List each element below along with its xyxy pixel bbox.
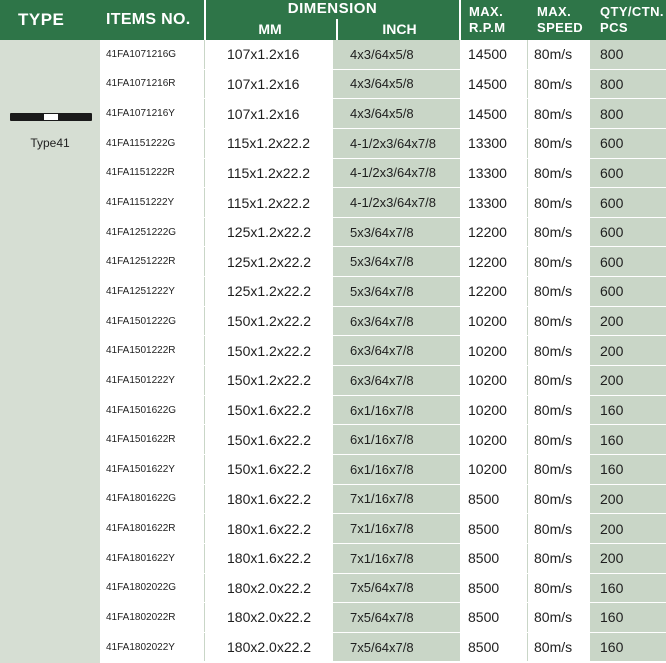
flat-cutting-disc-icon: [10, 113, 92, 121]
cell-max-rpm: 10200: [459, 366, 527, 395]
header-dimension-label: DIMENSION: [287, 0, 378, 17]
cell-max-speed: 80m/s: [527, 396, 590, 425]
cell-inch: 4x3/64x5/8: [333, 40, 459, 69]
table-row: [100, 247, 666, 277]
header-qty-line2: PCS: [600, 20, 628, 35]
table-row: [100, 455, 666, 485]
table-row: [100, 425, 666, 455]
cell-qty: 200: [590, 514, 666, 543]
table-body: [100, 40, 666, 662]
header-max-speed: [529, 0, 592, 40]
cell-mm: 107x1.2x16: [204, 40, 333, 69]
cell-mm: 180x1.6x22.2: [204, 544, 333, 573]
table-row: [100, 574, 666, 604]
cell-inch: 6x1/16x7/8: [333, 425, 459, 454]
cell-item-no: 41FA1501622G: [100, 396, 204, 425]
cell-qty: 200: [590, 544, 666, 573]
cell-inch: 6x3/64x7/8: [333, 336, 459, 365]
cell-max-speed: 80m/s: [527, 336, 590, 365]
cell-item-no: 41FA1801622R: [100, 514, 204, 543]
header-inch-label: INCH: [336, 19, 461, 40]
cell-item-no: 41FA1151222Y: [100, 188, 204, 217]
cell-mm: 180x2.0x22.2: [204, 574, 333, 603]
table-row: [100, 336, 666, 366]
disc-hub-icon: [44, 114, 58, 120]
table-row: [100, 188, 666, 218]
cell-qty: 160: [590, 603, 666, 632]
cell-inch: 7x5/64x7/8: [333, 603, 459, 632]
cell-qty: 160: [590, 425, 666, 454]
table-row: [100, 544, 666, 574]
cell-max-rpm: 8500: [459, 633, 527, 662]
table-row: [100, 485, 666, 515]
header-type: [0, 0, 100, 40]
cell-mm: 150x1.2x22.2: [204, 366, 333, 395]
header-dimension: [204, 0, 461, 40]
cell-qty: 200: [590, 336, 666, 365]
cell-inch: 7x5/64x7/8: [333, 574, 459, 603]
cell-inch: 4x3/64x5/8: [333, 99, 459, 128]
table-row: [100, 633, 666, 663]
header-max-speed-line2: SPEED: [537, 20, 584, 35]
table-row: [100, 129, 666, 159]
cell-qty: 160: [590, 574, 666, 603]
cell-inch: 4x3/64x5/8: [333, 70, 459, 99]
cell-max-rpm: 13300: [459, 159, 527, 188]
cell-max-rpm: 8500: [459, 485, 527, 514]
header-qty-per-carton: [592, 0, 666, 40]
type-column: [0, 40, 100, 663]
cell-mm: 107x1.2x16: [204, 99, 333, 128]
cell-item-no: 41FA1251222R: [100, 247, 204, 276]
cell-max-rpm: 12200: [459, 218, 527, 247]
header-max-rpm-line2: R.P.M: [469, 20, 506, 35]
cell-max-speed: 80m/s: [527, 159, 590, 188]
cell-max-rpm: 10200: [459, 307, 527, 336]
cell-inch: 6x3/64x7/8: [333, 307, 459, 336]
cell-max-rpm: 14500: [459, 99, 527, 128]
table-row: [100, 40, 666, 70]
cell-mm: 150x1.2x22.2: [204, 336, 333, 365]
cell-max-speed: 80m/s: [527, 514, 590, 543]
table-row: [100, 70, 666, 100]
cell-item-no: 41FA1501222Y: [100, 366, 204, 395]
table-row: [100, 514, 666, 544]
header-qty-line1: QTY/CTN.: [600, 4, 664, 19]
cell-qty: 200: [590, 366, 666, 395]
cell-qty: 200: [590, 485, 666, 514]
cell-max-speed: 80m/s: [527, 366, 590, 395]
cell-inch: 4-1/2x3/64x7/8: [333, 159, 459, 188]
header-max-speed-line1: MAX.: [537, 4, 572, 19]
cell-max-speed: 80m/s: [527, 574, 590, 603]
cell-max-speed: 80m/s: [527, 129, 590, 158]
cell-mm: 115x1.2x22.2: [204, 188, 333, 217]
cell-max-rpm: 12200: [459, 277, 527, 306]
header-mm-label: MM: [258, 21, 282, 37]
cell-item-no: 41FA1801622G: [100, 485, 204, 514]
cell-item-no: 41FA1501622Y: [100, 455, 204, 484]
cell-max-rpm: 12200: [459, 247, 527, 276]
cell-qty: 600: [590, 159, 666, 188]
cell-inch: 5x3/64x7/8: [333, 218, 459, 247]
cell-max-speed: 80m/s: [527, 455, 590, 484]
cell-max-rpm: 10200: [459, 336, 527, 365]
cell-max-speed: 80m/s: [527, 188, 590, 217]
cell-max-rpm: 8500: [459, 603, 527, 632]
table-row: [100, 307, 666, 337]
cell-mm: 125x1.2x22.2: [204, 277, 333, 306]
cell-max-rpm: 14500: [459, 70, 527, 99]
cell-qty: 160: [590, 633, 666, 662]
cell-item-no: 41FA1071216Y: [100, 99, 204, 128]
cell-max-speed: 80m/s: [527, 544, 590, 573]
cell-max-speed: 80m/s: [527, 485, 590, 514]
cell-mm: 150x1.6x22.2: [204, 425, 333, 454]
cell-inch: 7x5/64x7/8: [333, 633, 459, 662]
cell-max-speed: 80m/s: [527, 218, 590, 247]
cell-max-speed: 80m/s: [527, 40, 590, 69]
cell-inch: 7x1/16x7/8: [333, 485, 459, 514]
cell-qty: 160: [590, 455, 666, 484]
cell-mm: 115x1.2x22.2: [204, 129, 333, 158]
cell-max-rpm: 13300: [459, 129, 527, 158]
cell-mm: 180x1.6x22.2: [204, 485, 333, 514]
table-row: [100, 159, 666, 189]
cell-max-rpm: 14500: [459, 40, 527, 69]
cell-inch: 6x1/16x7/8: [333, 396, 459, 425]
cell-inch: 6x1/16x7/8: [333, 455, 459, 484]
cell-item-no: 41FA1151222G: [100, 129, 204, 158]
cell-qty: 600: [590, 277, 666, 306]
cell-item-no: 41FA1151222R: [100, 159, 204, 188]
cell-mm: 150x1.6x22.2: [204, 455, 333, 484]
table-row: [100, 366, 666, 396]
cell-mm: 125x1.2x22.2: [204, 218, 333, 247]
cell-item-no: 41FA1802022G: [100, 574, 204, 603]
cell-max-speed: 80m/s: [527, 277, 590, 306]
cell-inch: 4-1/2x3/64x7/8: [333, 129, 459, 158]
cell-max-speed: 80m/s: [527, 633, 590, 662]
cell-item-no: 41FA1501222R: [100, 336, 204, 365]
cell-mm: 115x1.2x22.2: [204, 159, 333, 188]
cell-qty: 600: [590, 188, 666, 217]
cell-item-no: 41FA1251222Y: [100, 277, 204, 306]
cell-qty: 800: [590, 40, 666, 69]
cell-qty: 160: [590, 396, 666, 425]
cell-max-rpm: 8500: [459, 574, 527, 603]
cell-qty: 800: [590, 99, 666, 128]
cell-mm: 180x2.0x22.2: [204, 603, 333, 632]
cell-max-speed: 80m/s: [527, 247, 590, 276]
cell-max-speed: 80m/s: [527, 307, 590, 336]
cell-inch: 4-1/2x3/64x7/8: [333, 188, 459, 217]
cell-max-speed: 80m/s: [527, 603, 590, 632]
cell-qty: 600: [590, 218, 666, 247]
cell-max-rpm: 10200: [459, 455, 527, 484]
table-row: [100, 603, 666, 633]
cell-item-no: 41FA1801622Y: [100, 544, 204, 573]
cell-item-no: 41FA1071216G: [100, 40, 204, 69]
cell-qty: 800: [590, 70, 666, 99]
cell-item-no: 41FA1802022R: [100, 603, 204, 632]
cell-mm: 150x1.6x22.2: [204, 396, 333, 425]
cell-mm: 107x1.2x16: [204, 70, 333, 99]
cell-qty: 200: [590, 307, 666, 336]
header-type-label: TYPE: [18, 10, 65, 29]
cell-max-rpm: 8500: [459, 544, 527, 573]
cell-qty: 600: [590, 247, 666, 276]
cell-qty: 600: [590, 129, 666, 158]
cell-max-rpm: 10200: [459, 396, 527, 425]
header-items-no-label: ITEMS NO.: [106, 11, 191, 28]
cell-inch: 6x3/64x7/8: [333, 366, 459, 395]
cell-max-rpm: 8500: [459, 514, 527, 543]
cell-item-no: 41FA1251222G: [100, 218, 204, 247]
cell-mm: 150x1.2x22.2: [204, 307, 333, 336]
cell-max-speed: 80m/s: [527, 70, 590, 99]
table-row: [100, 396, 666, 426]
cell-inch: 5x3/64x7/8: [333, 247, 459, 276]
cell-item-no: 41FA1071216R: [100, 70, 204, 99]
table-row: [100, 277, 666, 307]
cell-mm: 125x1.2x22.2: [204, 247, 333, 276]
cell-item-no: 41FA1501622R: [100, 425, 204, 454]
type-label: Type41: [30, 136, 70, 150]
cell-mm: 180x1.6x22.2: [204, 514, 333, 543]
cell-inch: 7x1/16x7/8: [333, 544, 459, 573]
cell-item-no: 41FA1501222G: [100, 307, 204, 336]
cell-max-speed: 80m/s: [527, 425, 590, 454]
table-row: [100, 218, 666, 248]
header-max-rpm-line1: MAX.: [469, 4, 504, 19]
cell-inch: 7x1/16x7/8: [333, 514, 459, 543]
cell-inch: 5x3/64x7/8: [333, 277, 459, 306]
cell-max-speed: 80m/s: [527, 99, 590, 128]
cell-max-rpm: 13300: [459, 188, 527, 217]
cell-mm: 180x2.0x22.2: [204, 633, 333, 662]
cell-max-rpm: 10200: [459, 425, 527, 454]
header-max-rpm: [461, 0, 529, 40]
cell-item-no: 41FA1802022Y: [100, 633, 204, 662]
header-items-no: [100, 0, 204, 40]
table-row: [100, 99, 666, 129]
